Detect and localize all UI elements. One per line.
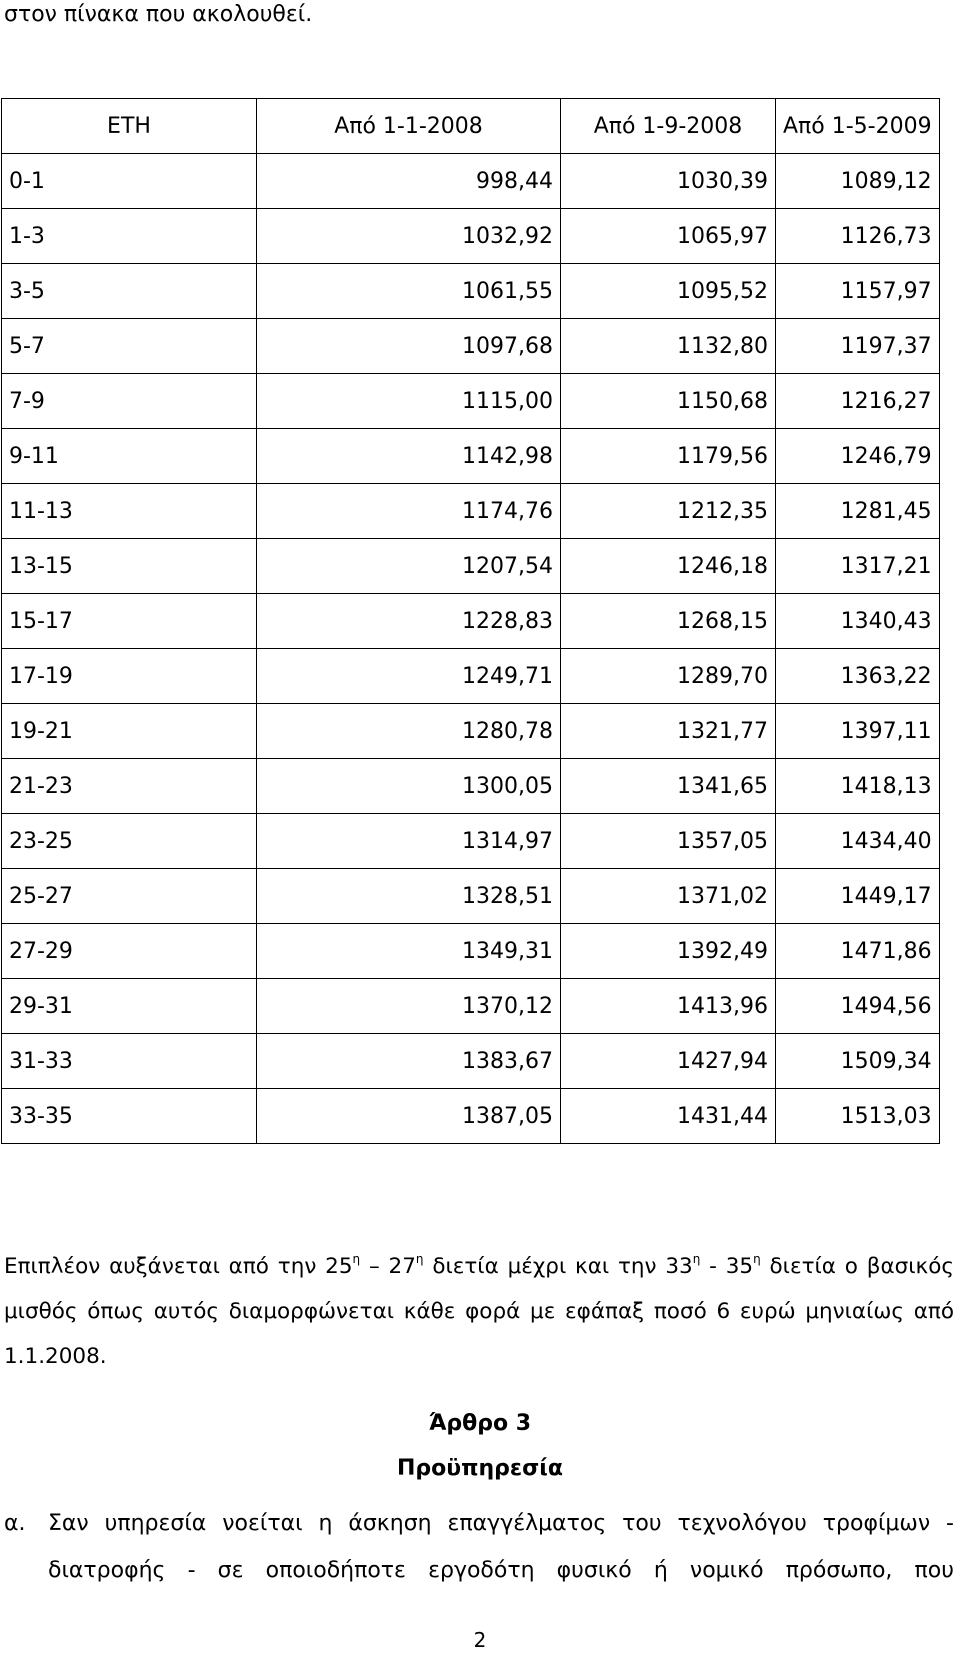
cell-years: 27-29	[2, 924, 257, 979]
cell-amount: 1449,17	[776, 869, 940, 924]
cell-years: 3-5	[2, 264, 257, 319]
page-number: 2	[473, 1628, 487, 1652]
cell-amount: 1197,37	[776, 319, 940, 374]
table-row	[2, 1034, 940, 1089]
header-from-2009-05: Από 1-5-2009	[776, 99, 940, 154]
table-row	[2, 319, 940, 374]
superscript: η	[692, 1252, 701, 1266]
cell-amount: 1427,94	[561, 1034, 776, 1089]
cell-amount: 1371,02	[561, 869, 776, 924]
cell-amount: 1431,44	[561, 1089, 776, 1144]
cell-amount: 1212,35	[561, 484, 776, 539]
table-row	[2, 869, 940, 924]
cell-amount: 1328,51	[257, 869, 561, 924]
para-part-2: διετία μέχρι και την 33	[423, 1254, 693, 1280]
item-a	[4, 1500, 954, 1594]
para-part-3: - 35	[700, 1254, 754, 1280]
cell-years: 1-3	[2, 209, 257, 264]
item-a-label: α.	[4, 1511, 26, 1536]
cell-amount: 1065,97	[561, 209, 776, 264]
table-row	[2, 979, 940, 1034]
cell-years: 0-1	[2, 154, 257, 209]
cell-amount: 1363,22	[776, 649, 940, 704]
cell-amount: 1207,54	[257, 539, 561, 594]
table-body	[2, 154, 940, 1144]
item-a-text: Σαν υπηρεσία νοείται η άσκηση επαγγέλματος του τεχνολόγου τροφίμων - διατροφής - σε οποιοδήποτε εργοδότη φυσικό ή νομικό πρόσωπο, που	[48, 1511, 954, 1583]
table-row	[2, 814, 940, 869]
superscript: η	[753, 1252, 761, 1266]
cell-amount: 1216,27	[776, 374, 940, 429]
cell-amount: 1392,49	[561, 924, 776, 979]
cell-amount: 998,44	[257, 154, 561, 209]
cell-amount: 1246,79	[776, 429, 940, 484]
table-row	[2, 154, 940, 209]
header-years: ΕΤΗ	[2, 99, 257, 154]
cell-years: 11-13	[2, 484, 257, 539]
table-row	[2, 374, 940, 429]
header-from-2008-09: Από 1-9-2008	[561, 99, 776, 154]
para-part-4: διετία ο βασικός μισθός όπως αυτός διαμορφώνεται κάθε φορά με εφάπαξ ποσό 6 ευρώ μηνιαίως από 1.1.2008.	[4, 1254, 954, 1370]
cell-amount: 1300,05	[257, 759, 561, 814]
table-row	[2, 594, 940, 649]
intro-text: στον πίνακα που ακολουθεί.	[4, 2, 313, 27]
cell-amount: 1281,45	[776, 484, 940, 539]
cell-years: 15-17	[2, 594, 257, 649]
cell-amount: 1397,11	[776, 704, 940, 759]
table-header-row	[2, 99, 940, 154]
cell-amount: 1228,83	[257, 594, 561, 649]
cell-amount: 1509,34	[776, 1034, 940, 1089]
cell-amount: 1157,97	[776, 264, 940, 319]
cell-amount: 1494,56	[776, 979, 940, 1034]
table-row	[2, 1089, 940, 1144]
cell-amount: 1280,78	[257, 704, 561, 759]
superscript: η	[415, 1252, 424, 1266]
header-from-2008-01: Από 1-1-2008	[257, 99, 561, 154]
cell-amount: 1142,98	[257, 429, 561, 484]
table-row	[2, 484, 940, 539]
article-subtitle: Προϋπηρεσία	[396, 1456, 563, 1481]
cell-amount: 1383,67	[257, 1034, 561, 1089]
cell-amount: 1357,05	[561, 814, 776, 869]
cell-amount: 1349,31	[257, 924, 561, 979]
cell-amount: 1095,52	[561, 264, 776, 319]
cell-amount: 1032,92	[257, 209, 561, 264]
cell-amount: 1289,70	[561, 649, 776, 704]
cell-years: 25-27	[2, 869, 257, 924]
cell-amount: 1340,43	[776, 594, 940, 649]
cell-amount: 1179,56	[561, 429, 776, 484]
cell-amount: 1370,12	[257, 979, 561, 1034]
cell-amount: 1513,03	[776, 1089, 940, 1144]
cell-years: 7-9	[2, 374, 257, 429]
cell-amount: 1126,73	[776, 209, 940, 264]
cell-amount: 1317,21	[776, 539, 940, 594]
cell-amount: 1089,12	[776, 154, 940, 209]
table-row	[2, 759, 940, 814]
cell-years: 13-15	[2, 539, 257, 594]
cell-amount: 1246,18	[561, 539, 776, 594]
article-title: Άρθρο 3	[428, 1411, 532, 1436]
cell-years: 9-11	[2, 429, 257, 484]
cell-years: 29-31	[2, 979, 257, 1034]
cell-years: 23-25	[2, 814, 257, 869]
table-row	[2, 539, 940, 594]
cell-years: 33-35	[2, 1089, 257, 1144]
table-row	[2, 924, 940, 979]
table-row	[2, 704, 940, 759]
table-row	[2, 264, 940, 319]
cell-amount: 1030,39	[561, 154, 776, 209]
cell-amount: 1249,71	[257, 649, 561, 704]
cell-amount: 1341,65	[561, 759, 776, 814]
cell-years: 5-7	[2, 319, 257, 374]
cell-amount: 1413,96	[561, 979, 776, 1034]
cell-amount: 1174,76	[257, 484, 561, 539]
cell-amount: 1434,40	[776, 814, 940, 869]
cell-years: 19-21	[2, 704, 257, 759]
cell-amount: 1132,80	[561, 319, 776, 374]
cell-amount: 1097,68	[257, 319, 561, 374]
cell-amount: 1387,05	[257, 1089, 561, 1144]
cell-years: 21-23	[2, 759, 257, 814]
cell-amount: 1314,97	[257, 814, 561, 869]
cell-amount: 1115,00	[257, 374, 561, 429]
table-row	[2, 649, 940, 704]
superscript: η	[352, 1252, 361, 1266]
cell-amount: 1418,13	[776, 759, 940, 814]
salary-table	[1, 98, 940, 1144]
salary-increase-paragraph	[4, 1239, 954, 1379]
cell-years: 31-33	[2, 1034, 257, 1089]
cell-amount: 1150,68	[561, 374, 776, 429]
table-row	[2, 209, 940, 264]
cell-amount: 1268,15	[561, 594, 776, 649]
para-part-1: Επιπλέον αυξάνεται από την 25	[4, 1254, 353, 1280]
cell-years: 17-19	[2, 649, 257, 704]
cell-amount: 1471,86	[776, 924, 940, 979]
para-part-dash: – 27	[360, 1254, 416, 1280]
cell-amount: 1321,77	[561, 704, 776, 759]
table-row	[2, 429, 940, 484]
cell-amount: 1061,55	[257, 264, 561, 319]
